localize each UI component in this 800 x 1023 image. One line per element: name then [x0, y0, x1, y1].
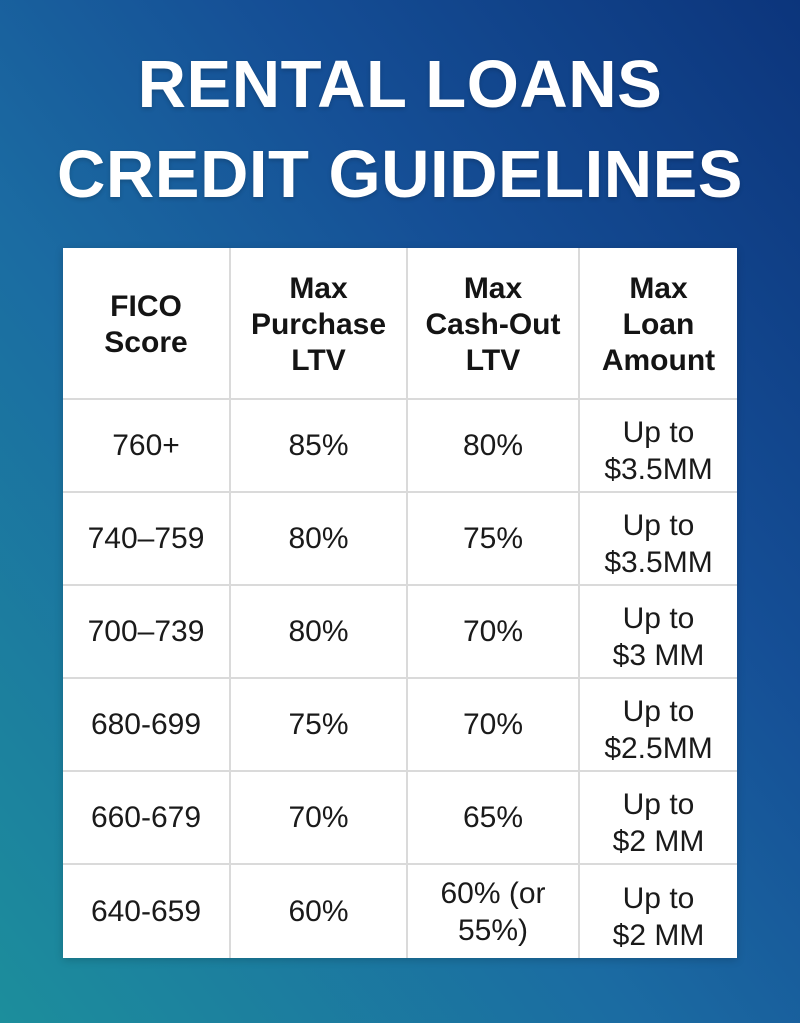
- table-row: [63, 400, 737, 493]
- credit-guidelines-table: [63, 248, 737, 958]
- cell-fico-score: 640-659: [63, 865, 231, 958]
- cell-max-purchase-ltv: 70%: [231, 772, 408, 863]
- cell-max-cash-out-ltv: 70%: [408, 679, 580, 770]
- table-row: [63, 772, 737, 865]
- cell-max-cash-out-ltv: 65%: [408, 772, 580, 863]
- cell-max-purchase-ltv: 80%: [231, 586, 408, 677]
- header-max-loan-amount: Max Loan Amount: [601, 272, 716, 377]
- cell-max-loan-amount: Up to $2 MM: [612, 881, 705, 952]
- table-row: [63, 493, 737, 586]
- cell-fico-score: 760+: [63, 400, 231, 491]
- cell-max-loan-amount: Up to $3.5MM: [604, 508, 713, 579]
- table-row: [63, 679, 737, 772]
- cell-max-purchase-ltv: 85%: [231, 400, 408, 491]
- cell-max-purchase-ltv: 80%: [231, 493, 408, 584]
- cell-max-loan-amount: Up to $2.5MM: [604, 694, 713, 765]
- title-line-1: RENTAL LOANS: [137, 47, 663, 122]
- page-title: [0, 40, 800, 220]
- cell-fico-score: 700–739: [63, 586, 231, 677]
- cell-max-purchase-ltv: 75%: [231, 679, 408, 770]
- title-line-2: CREDIT GUIDELINES: [57, 137, 743, 212]
- header-fico-score: FICO Score: [63, 248, 231, 398]
- header-max-cash-out-ltv: Max Cash-Out LTV: [408, 248, 580, 398]
- table-row: [63, 865, 737, 958]
- table-header-row: [63, 248, 737, 400]
- cell-max-purchase-ltv: 60%: [231, 865, 408, 958]
- cell-max-cash-out-ltv: 80%: [408, 400, 580, 491]
- cell-max-loan-amount: Up to $3.5MM: [604, 415, 713, 486]
- cell-fico-score: 680-699: [63, 679, 231, 770]
- cell-max-loan-amount: Up to $3 MM: [612, 601, 705, 672]
- cell-max-loan-amount: Up to $2 MM: [612, 787, 705, 858]
- table-row: [63, 586, 737, 679]
- header-max-purchase-ltv: Max Purchase LTV: [231, 248, 408, 398]
- cell-fico-score: 660-679: [63, 772, 231, 863]
- cell-max-cash-out-ltv: 70%: [408, 586, 580, 677]
- cell-max-cash-out-ltv: 60% (or 55%): [408, 865, 580, 958]
- cell-max-cash-out-ltv: 75%: [408, 493, 580, 584]
- cell-fico-score: 740–759: [63, 493, 231, 584]
